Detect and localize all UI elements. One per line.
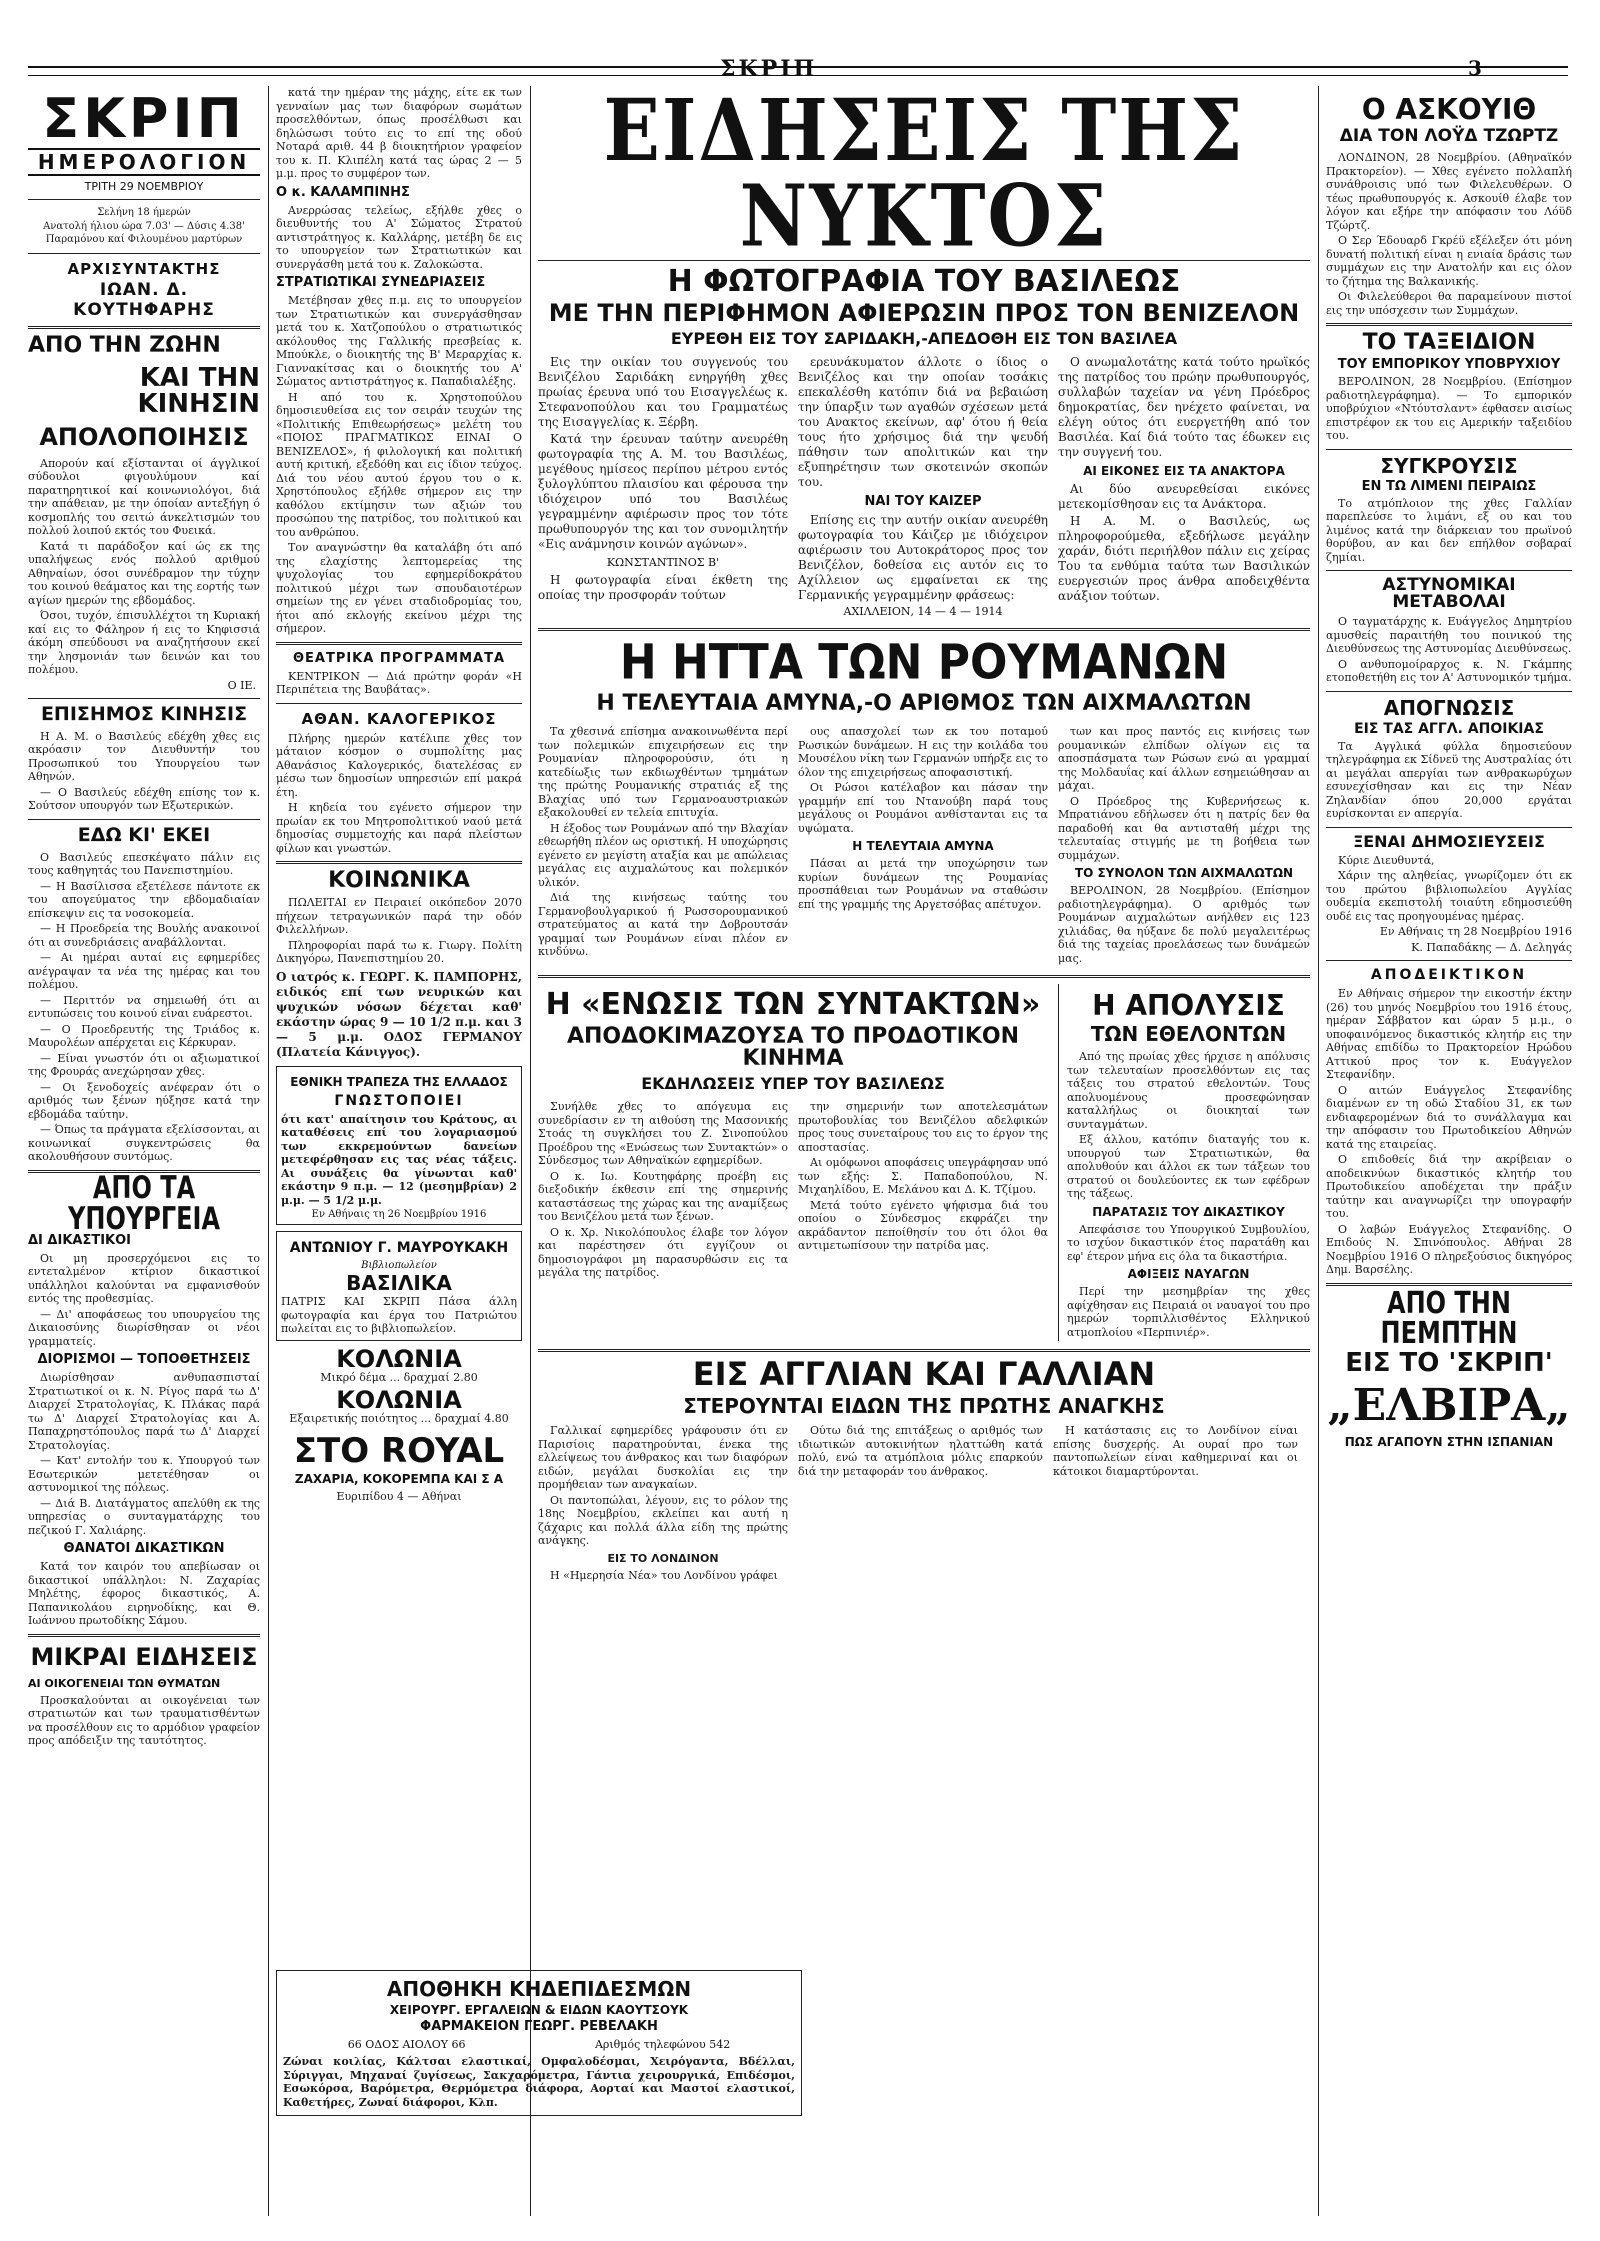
kalogeriko-heading: ΑΘΑΝ. ΚΑΛΟΓΕΡΙΚΟΣ [301,709,497,728]
paragraph: — Αι ημέραι αυταί εις εφημερίδες ανέγραψαν τα νέα της ημέρας και του πολέμου. [28,951,260,991]
paper-title: ΣΚΡΙΠ [720,56,818,82]
paragraph: Απορούν καί εξίστανται οί άγγλικοί σύδουλοι φιγουλύμουν καί παρατηρητικοί καί κοινωνιολόγοι, διά την απάθειαν, με την όποίαν αντεξήγη ό κοσμοπλής του σειτώ άνκελτισμών του πολλού λοιπού εκτός του Φυεικά. [28,456,260,537]
kolonia-heading: ΚΟΛΩΝΙΑ [336,1344,462,1373]
paragraph: — Η Προεδρεία της Βουλής ανακοινοί ότι αι συνεδριάσεις αναβάλλονται. [28,922,260,949]
paragraph: Επίσης εις την αυτήν οικίαν ανευρέθη φωτογραφία του Κάιζερ με ιδιόχειρον αφιέρωσιν του Αυτοκράτορος προς τον Βενιζέλον, δοθείσα εις αυτόν εις το Αχίλλειον ως εμφαίνεται εκ της Γερμανικής γεγραμμένην φράσεως: [798,513,1048,602]
askouith-subheading: ΔΙΑ ΤΟΝ ΛΟΫΔ ΤΖΩΡΤΖ [1339,126,1559,146]
paragraph: Γαλλικαί εφημερίδες γράφουσιν ότι εν Παρισίοις παρατηρούνται, ένεκα της ελλείψεως του άνθρακος και των διαφόρων ειδών, μεγάλαι δυσκολίαι εις την προμήθειαν των αναγκαίων. [538,1424,788,1491]
pempti-heading: ΑΠΟ ΤΗΝ ΠΕΜΠΤΗΝ [1380,1285,1518,1350]
official-body [28,730,260,813]
signature: Ο ΙΕ. [227,678,256,692]
paragraph: Ο επιδοθείς διά την ακρίβειαν ο αποδεικνύων δικαστικός κλητήρ του Πρωτοδικείου αποδέχεται την πράξιν ταύτην και αναγνωρίζει την υπογραφήν του. [1326,1153,1572,1220]
bank-footer: Εν Αθήναις τη 26 Νοεμβρίου 1916 [311,1209,487,1220]
volunteer-subheading: ΤΩΝ ΕΘΕΛΟΝΤΩΝ [1090,1022,1287,1046]
ekosi-story [538,984,1048,1341]
mavroukaki-ad [276,1231,522,1341]
ekosi-headline: Η «ΕΝΩΣΙΣ ΤΩΝ ΣΥΝΤΑΚΤΩΝ» [545,987,1041,1022]
paragraph: Η φωτογραφία είναι έκθετη της οποίας την προσφοράν τούτων [538,573,788,602]
photo-subheadline: ΜΕ ΤΗΝ ΠΕΡΙΦΗΜΟΝ ΑΦΙΕΡΩΣΙΝ ΠΡΟΣ ΤΟΝ ΒΕΝΙΖΕΛΟΝ [548,299,1300,327]
kaiser-heading: ΝΑΙ ΤΟΥ ΚΑΙΖΕΡ [864,494,982,509]
column-2 [276,86,522,2206]
justice-body [28,1252,260,1349]
defeat-col-c [1058,725,1310,967]
ban-heading: ΑΠΟΓΝΩΣΙΣ [1383,695,1515,720]
edo-heading: ΕΔΩ ΚΙ' ΕΚΕΙ [77,823,211,846]
theatre-heading: ΘΕΑΤΡΙΚΑ ΠΡΟΓΡΑΜΜΑΤΑ [292,650,506,666]
almanac-line: Παραμόνου καί Φιλουμένου μαρτύρων [45,234,243,245]
paragraph: Από της πρωίας χθες ήρχισε η απόλυσις των τελευταίων προσελθόντων εις τας τάξεις του στρατού εθελοντών. Τους απολυομένους προσεφώνησαν καταλλήλως οι διοικηταί των συνταγμάτων. [1067,1050,1310,1131]
signature: ΚΩΝΣΤΑΝΤΙΝΟΣ Β' [606,556,720,569]
police-heading: ΑΣΤΥΝΟΜΙΚΑΙ ΜΕΤΑΒΟΛΑΙ [1382,575,1516,612]
intro-body [276,86,522,181]
almanac-line: Σελήνη 18 ήμερών [97,207,191,218]
bank-body: ότι κατ' απαίτησιν του Κράτους, αι καταθέσεις επί του λογαριασμού των εκκρεμούντων δανείων μετεφέρθησαν εις τας νέας τάξεις. Αι συνάξεις θα γίνωνται καθ' εκάστην 9 π.μ. — 12 (μεσημβρίαν) 2 μ.μ. — 5 1/2 μ.μ. [281,1112,517,1207]
paragraph: Ο ανθυπομοίραρχος κ. Ν. Γκάμπης ετοποθετήθη εις τον Α' Αστυνομικόν τμήμα. [1326,657,1572,684]
paragraph: Η Α. Μ. ο Βασιλεύς εδέχθη χθες εις ακρόασιν τον Διευθυντήν του Προσωπικού του Υπουργείου των Αθηνών. [28,729,260,783]
ad-phone: Αριθμός τηλεφώνου 542 [594,2038,731,2051]
photo-deck: ΕΥΡΕΘΗ ΕΙΣ ΤΟΥ ΣΑΡΙΔΑΚΗ,-ΑΠΕΔΟΘΗ ΕΙΣ ΤΟΝ ΒΑΣΙΛΕΑ [670,329,1178,348]
prisoners-heading: ΤΟ ΣΥΝΟΛΟΝ ΤΩΝ ΑΙΧΜΑΛΩΤΩΝ [1074,866,1294,880]
defeat-story [538,725,1310,967]
collision-heading: ΣΥΓΚΡΟΥΣΙΣ [1380,453,1518,478]
theatre-body [276,670,522,697]
column-4 [1326,86,1572,2206]
photo-story [538,355,1310,620]
photo-story-col-c [1058,355,1310,620]
journey-heading: ΤΟ ΤΑΞΕΙΔΙΟΝ [1362,330,1536,355]
paragraph: — Όπως τα πράγματα εξελίσσονται, αι κοινωνικαί συγκεντρώσεις θα ακολουθήσουν συντόμως. [28,1123,260,1163]
deaths-heading: ΘΑΝΑΤΟΙ ΔΙΚΑΣΤΙΚΩΝ [63,1541,225,1556]
court-heading: ΠΑΡΑΤΑΣΙΣ ΤΟΥ ΔΙΚΑΣΤΙΚΟΥ [1092,1204,1285,1219]
header-rule [28,66,1568,76]
paragraph: Τα Αγγλικά φύλλα δημοσιεύουν τηλεγράφημα εκ Σίδνεϋ της Αυστραλίας ότι αι μεγάλαι απεργίαι των ανθρακωρύχων εσυνεχίσθησαν και εις την Νέαν Ζηλανδίαν όπου 20,000 εργάται ευρίσκονται εν απεργία. [1326,739,1572,820]
ekosi-deck: ΕΚΔΗΛΩΣΕΙΣ ΥΠΕΡ ΤΟΥ ΒΑΣΙΛΕΩΣ [641,1074,945,1093]
royal-heading: ΣΤΟ ROYAL [293,1430,505,1471]
ad-pharmacy: ΦΑΡΜΑΚΕΙΟΝ ΓΕΩΡΓ. ΡΕΒΕΛΑΚΗ [420,2019,658,2034]
photo-story-col-a [538,355,788,620]
page-number: 3 [1468,56,1482,80]
mavroukaki-body: ΠΑΤΡΙΣ ΚΑΙ ΣΚΡΙΠ Πάσα άλλη φωτογραφία και έργα του Πατριώτου πωλείται εις το βιβλιοπωλείον. [281,1295,517,1335]
signature: ΑΧΙΛΛΕΙΟΝ, 14 — 4 — 1914 [843,605,1003,618]
paragraph: Πληροφορίαι παρά τω κ. Γιωργ. Πολίτη Δικηγόρω, Πανεπιστημίου 20. [276,938,522,965]
official-heading: ΕΠΙΣΗΜΟΣ ΚΙΝΗΣΙΣ [40,702,248,725]
edo-body [28,851,260,1164]
small-news-body [28,1694,260,1748]
paragraph: Οι Φιλελεύθεροι θα παραμείνουν πιστοί εις την υπόσχεσιν των Συμμάχων. [1326,290,1572,317]
medical-supply-ad [276,1970,802,2116]
small-news-subheading: ΑΙ ΟΙΚΟΓΕΝΕΙΑΙ ΤΩΝ ΘΥΜΑΤΩΝ [28,1676,221,1690]
defeat-col-b [798,725,1048,967]
social-body [276,896,522,966]
movement-heading: ΚΑΙ ΤΗΝ ΚΙΝΗΣΙΝ [137,362,260,419]
paragraph: — Δι' αποφάσεως του υπουργείου της Δικαιοσύνης διωρίσθησαν οι νέοι γραμματείς. [28,1307,260,1348]
kalambaki-heading: Ο κ. ΚΑΛΑΜΠΙΝΗΣ [276,184,410,200]
paragraph: Προσκαλούνται αι οικογένειαι των στρατιωτών και των τραυματισθέντων να προσέλθουν εις το αρμόδιον γραφείον προς απόδειξιν της ταυτότητος. [28,1693,260,1747]
paragraph: Η κατάστασις εις το Λονδίνον είναι επίσης δυσχερής. Αι ουραί προ των παντοπωλείων είναι καθημεριναί και οι κάτοικοι διαμαρτύρονται. [1053,1424,1298,1478]
kalambaki-body [276,204,522,272]
kolonia-price: Μικρό δέμα ... δραχμαί 2.80 [320,1370,478,1384]
paragraph: Απεφάσισε του Υπουργικού Συμβουλίου, το ισχύον δικαστικόν έτος παρατάθη και εφ' έτερον μήνα εις όλα τα δικαστήρια. [1067,1222,1310,1263]
paragraph: Περί την μεσημβρίαν της χθες αφίχθησαν εις Πειραιά οι ναυαγοί του προ ημερών τορπιλλισθέντος Ελληνικού ατμοπλοίου «Περπινιέρ». [1067,1285,1310,1339]
calendar-date: ΤΡΙΤΗ 29 ΝΟΕΜΒΡΙΟΥ [84,180,204,193]
paragraph: Κύριε Διευθυντά, [1338,853,1435,867]
paragraph: Οι μη προσερχόμενοι εις το εντεταλμένον κτίριον δικαστικοί υπάλληλοι καλούνται να εμφανισθούν εντός της προθεσμίας. [28,1251,260,1305]
kolonia-price: Εξαιρετικής ποιότητος ... δραχμαί 4.80 [289,1412,509,1425]
last-defense-heading: Η ΤΕΛΕΥΤΑΙΑ ΑΜΥΝΑ [852,839,994,853]
paragraph: — Κατ' εντολήν του κ. Υπουργού των Εσωτερικών μετετέθησαν οι αστυνομικοί της πόλεως. [28,1454,260,1494]
ad-body: Ζώναι κοιλίας, Κάλτσαι ελαστικαί, Ομφαλοδέσμαι, Χειρόγαντα, Βδέλλαι, Σύριγγαι, Μηχαναί ζυγίσεως, Σακχαρόμετρα, Γάντια χειρουργικά, Επιδέσμοι, Εσωκόρσα, Βαρόμετρα, Θερμόμετρα διάφορα, Αορταί και Μαστοί ελαστικοί, Καθετήρες, Ζωναί διάφοροι, Κλπ. [283,2055,795,2109]
collision-subheading: ΕΝ ΤΩ ΛΙΜΕΝΙ ΠΕΙΡΑΙΩΣ [1361,478,1537,494]
paragraph: ΒΕΡΟΛΙΝΟΝ, 28 Νοεμβρίου. (Επίσημον ραδιοτηλεγράφημα). — Το εμπορικόν υποβρύχιον «Ντόυτσλαντ» έφθασεν αισίως επιστρέφον εκ του εις Αμερικήν ταξειδίου του. [1326,375,1572,442]
defeat-subheadline: Η ΤΕΛΕΥΤΑΙΑ ΑΜΥΝΑ,-Ο ΑΡΙΘΜΟΣ ΤΩΝ ΑΙΧΜΑΛΩΤΩΝ [596,691,1252,716]
paragraph: Όσοι, τυχόν, έπισυλλέχτοι τη Κυριακή καί εις το Φάληρον ή εις το Κηφισσιά άκόμη σπεύδουσι να αναζητήσουν εκεί την λησμονιάν των δεινών και του πολέμου. [28,609,260,676]
paragraph: ΒΕΡΟΛΙΝΟΝ, 28 Νοεμβρίου. (Επίσημον ραδιοτηλεγράφημα). Ο αριθμός των Ρουμάνων αιχμαλώτων ανήλθεν εις 123 χιλιάδας, θα ηύξανε δε πολύ μεγαλειτέρως διά της ταχείας προελάσεως των δυνάμεών μας. [1058,884,1310,965]
paragraph: — Είναι γνωστόν ότι οι αξιωματικοί της Φρουράς ανεχώρησαν χθες. [28,1051,260,1078]
defeat-headline: Η ΗΤΤΑ ΤΩΝ ΡΟΥΜΑΝΩΝ [619,634,1229,691]
kolonia-heading: ΚΟΛΩΝΙΑ [336,1386,462,1414]
paragraph: Πάσαι αι μετά την υποχώρησιν των κυρίων δυνάμεων της Ρουμανίας προσπάθειαι των Ρουμάνων να σταθώσιν επί της γραμμής της Αργετσόβας απέτυχον. [798,857,1048,911]
paragraph: Τα χθεσινά επίσημα ανακοινωθέντα περί των πολεμικών επιχειρήσεων εις την Ρουμανίαν πληροφορούσιν, ότι η κατεδίωξις των εκδιωχθέντων τμημάτων της πρώτης Ρουμανικής στρατιάς εξ της Βλαχίας υπό των Γερμανοαυστριακών εξακολουθεί εν τελεία επιτυχία. [538,725,788,819]
paragraph: Συνήλθε χθες το απόγευμα εις συνεδρίασιν εν τη αιθούση της Μασονικής Στοάς τη συγκλήσει του Ζ. Σινοπούλου Προέδρου της «Ενώσεως των Συντακτών» ο Σύνδεσμος των Αθηναϊκών εφημερίδων. [538,1100,788,1167]
lower-center [538,984,1310,1341]
social-heading: ΚΟΙΝΩΝΙΚΑ [328,868,470,893]
paragraph: Η Α. Μ. ο Βασιλεύς, ως πληροφορούμεθα, εξεδήλωσε μεγάλην χαράν, διότι περιήλθον πάλιν εις χείρας Του τα ενθύμια ταύτα των Βασιλικών ευεργεσιών προς άνθρα αποδειχθέντα ανάξιον τούτων. [1058,514,1310,603]
paragraph: Εξ άλλου, κατόπιν διαταγής του κ. υπουργού των Στρατιωτικών, θα απολυθούν και άλλοι εκ των τάξεων του στρατού οι δουλεύοντες εκ των εφέδρων της τάξεως. [1067,1133,1310,1200]
bank-notice [276,1066,522,1226]
paragraph: Ο Βασιλεύς επεσκέψατο πάλιν εις τους καθηγητάς του Πανεπιστημίου. [28,850,260,877]
paragraph: Αι δύο ανευρεθείσαι εικόνες μετεκομίσθησαν εις τα Ανάκτορα. [1058,482,1310,511]
shipwreck-heading: ΑΦΙΞΕΙΣ ΝΑΥΑΓΩΝ [1127,1267,1250,1281]
paragraph: ους απασχολεί των εκ του ποταμού Ρωσικών δυνάμεων. Η εις την κοιλάδα του Μουσέλου νίκη των Γερμανών υπήρξε εις το όλον της επιχειρήσεως αποφασιστική. [798,725,1048,779]
paragraph: Η έξοδος των Ρουμάνων από την Βλαχίαν εθεωρήθη πλέον ως οριστική. Η υποχώρησις εγένετο εν μεγίστη αταξία και με απώλειας μεγάλας εις αιχμαλώτους και πολεμικόν υλικόν. [538,821,788,889]
ad-heading: ΑΠΟΘΗΚΗ ΚΗΔΕΠΙΔΕΣΜΩΝ [386,1977,692,2001]
paragraph: — Διά Β. Διατάγματος απελύθη εκ της υπηρεσίας ο συνταγματάρχης του πεζικού Γ. Χαλιάρης. [28,1496,260,1537]
paragraph: Κ. Παπαδάκης — Δ. Δεληγάς [1411,940,1572,954]
paragraph: Η κηδεία του εγένετο σήμερον την πρωίαν εκ του Μητροπολιτικού ναού μετά δημοσίας συμμετοχής και παρά πλείστων φίλων και γνωστών. [276,801,522,855]
ad-address: 66 ΟΔΟΣ ΑΙΟΛΟΥ 66 [347,2038,466,2051]
appointments-body [28,1371,260,1537]
paragraph: Πλήρης ημερών κατέλιπε χθες τον μάταιον κόσμον ο συμπολίτης μας Αθανάσιος Καλογερικός, διατελέσας εν μέσω των δημοσίων υπηρεσιών επί μακρά έτη. [276,731,522,799]
pempti-subheading: ΕΙΣ ΤΟ 'ΣΚΡΙΠ' [1345,1347,1553,1378]
volunteer-heading: Η ΑΠΟΛΥΣΙΣ [1092,989,1285,1022]
paragraph: Ο λαβών Ευάγγελος Στεφανίδης. Ο Επιδούς Ν. Σπινόπουλος. Αθήναι 28 Νοεμβρίου 1916 Ο πληρεξούσιος δικηγόρος Δημ. Βαρσέλης. [1326,1222,1572,1276]
calendar-logo: ΣΚΡΙΠ [42,87,246,150]
defeat-col-a [538,725,788,967]
paragraph: — Περιττόν να σημειωθή ότι αι εντυπώσεις του κοινού είναι ευάρεστοι. [28,993,260,1020]
bank-heading: ΕΘΝΙΚΗ ΤΡΑΠΕΖΑ ΤΗΣ ΕΛΛΑΔΟΣ [290,1074,508,1089]
paragraph: την σημερινήν των αποτελεσμάτων πρωτοβουλίας του Βενιζέλου αδελφικών προς τους συνεταίρους του εις το έργον της αποστασίας. [798,1100,1048,1154]
center-section [538,86,1310,2206]
right-briefs [1058,984,1310,1341]
paragraph: — Οι ξενοδοχείς ανέφεραν ότι ο αριθμός των ξένων ηύξησε κατά την εβδομάδα ταύτην. [28,1080,260,1121]
paragraph: Εν Αθήναις τη 28 Νοεμβρίου 1916 [1379,925,1572,938]
kalogeriko-body [276,732,522,856]
apolopoiisis-body [28,457,260,677]
receipt-heading: ΑΠΟΔΕΙΚΤΙΚΟΝ [1370,967,1528,983]
paragraph: — Ο Προεδρευτής της Τριάδος κ. Μαυρολέων απέρχεται εις Κέρκυραν. [28,1022,260,1049]
small-news-heading: ΜΙΚΡΑΙ ΕΙΔΗΣΕΙΣ [30,1642,258,1671]
column-rule [530,86,531,2216]
mavroukaki-subheading: Βιβλιοπωλείον [361,1260,437,1271]
paragraph: Ανερρώσας τελείως, εξήλθε χθες ο διευθυντής του Α' Σώματος Στρατού αντιστράτηγος κ. Καλλάρης, μετέβη δε εις το υπουργείον των Στρατιωτικών και συνεργάσθη μετά του κ. Ζαλοκώστα. [276,203,522,271]
paragraph: Ο ταγματάρχης κ. Ευάγγελος Δημητρίου αμυσθείς παραιτήθη του ποινικού της Διευθύνσεως της Αστυνομίας Διευθύνσεως. [1326,615,1572,655]
elvira-title: „ΕΛΒΙΡΑ„ [1327,1379,1571,1431]
journey-subheading: ΤΟΥ ΕΜΠΟΡΙΚΟΥ ΥΠΟΒΡΥΧΙΟΥ [1337,357,1561,372]
ban-subheading: ΕΙΣ ΤΑΣ ΑΓΓΛ. ΑΠΟΙΚΙΑΣ [1354,720,1544,737]
mavroukaki-heading: ΑΝΤΩΝΙΟΥ Γ. ΜΑΥΡΟΥΚΑΚΗ [289,1240,509,1256]
paragraph: Οι Ρώσοι κατέλαβον και πάσαν την γραμμήν επί του Ντανούβη παρά τους μεγάλους οι Ρουμάνοι ανθίστανται εις τα υψώματα. [798,781,1048,835]
paragraph: Διά της κινήσεως ταύτης του Γερμανοβουλγαρικού ή Ρωσσορουμανικού στρατεύματος αι κατά την Δοβρουτσάν γραμμαί των Ρουμάνων είναι πλέον εν κινδύνω. [538,891,788,958]
paragraph: Ο Σερ Έδουαρδ Γκρέϋ εξέλεξεν ότι μόνη δυνατή πολιτική είναι η ενιαία δράσις των συμμάχων εις την Ανατολήν και εις όλον το ζήτημα της Βαλκανικής. [1326,234,1572,288]
paragraph: Ο ανωμαλοτάτης κατά τούτο ηρωϊκός της πατρίδος του πρώην πρωθυπουργός, συλλαβών ταχείαν να γένη Πρόεδρος δημοκρατίας, δεν ηνέχετο φαίνεται, να ελέγη ούτος ότι ευεργετήθη από τον Βασιλέα. Καί διά τούτο τας έδωκεν εις την συγγενή του. [1058,355,1310,459]
calendar-title: ΗΜΕΡΟΛΟΓΙΟΝ [28,148,260,176]
paragraph: — Η Βασίλισσα εξετέλεσε πάντοτε εκ του απογεύματος την εβδομαδιαίαν επίσκεψιν εις τα νοσοκομεία. [28,879,260,920]
ekosi-subheadline: ΑΠΟΔΟΚΙΜΑΖΟΥΣΑ ΤΟ ΠΡΟΔΟΤΙΚΟΝ ΚΙΝΗΜΑ [566,1024,1019,1071]
photo-story-col-b [798,355,1048,620]
column-rule [268,86,269,2216]
paragraph: Τον αναγνώστην θα καταλάβη ότι από της ελαχίστης λεπτομερείας της ψυχολογίας του εφημερίδοκράτου πολιτικού μέχρι των σπουδαιοτέρων σημείων της εν γένει σταδιοδρομίας του, ήτοι από εκλογής εκείνου μέχρι της σήμερον. [276,541,522,635]
paragraph: Διωρίσθησαν ανθυπασπισταί Στρατιωτικοί οι κ. Ν. Ρίγος παρά τω Δ' Διαρχεί Στρατολογίας, Κ. Πλάκας παρά τω Δ' Διαρχεί Στρατολογίας και Α. Παπαχρηστόπουλος παρά τω Δ' Διαρχεί Στρατολογίας. [28,1371,260,1452]
editor-title: ΑΡΧΙΣΥΝΤΑΚΤΗΣ [67,259,221,278]
paragraph: Ούτω διά της επιτάξεως ο αριθμός των ιδιωτικών αυτοκινήτων ηλαττώθη κατά πολύ, ενώ τα ατμόπλοια μόλις επαρκούν διά την μεταφοράν του άνθρακος. [798,1424,1043,1478]
deaths-body [28,1560,260,1628]
paragraph: Η από του κ. Χρηστοπούλου δημοσιευθείσα εις τον σειράν τευχών της «Πολιτικής Επιθεωρήσεως» μελέτη του «ΠΟΙΟΣ ΠΡΑΓΜΑΤΙΚΩΣ ΕΙΝΑΙ Ο ΒΕΝΙΖΕΛΟΣ», ή φιλολογική και πολιτική αυτή κριτική, εξεδόθη και εις ίδιον τεύχος. Διά του νέου αυτού έργου του ο κ. Χρηστόπουλος εξήλθε σήμερον εις την καθόλου εκτίμησιν των αξιών του προσώπου της πατρίδος, του πολιτικού και του ανθρώπου. [276,390,522,539]
night-news-banner: ΕΙΔΗΣΕΙΣ ΤΗΣ ΝΥΚΤΟΣ [603,86,1245,266]
mavroukaki-title: ΒΑΣΙΛΙΚΑ [346,1271,452,1295]
britfr-story [538,1424,1310,1585]
ad-subheading: ΧΕΙΡΟΥΡΓ. ΕΡΓΑΛΕΙΩΝ & ΕΙΔΩΝ ΚΑΟΥΤΣΟΥΚ [389,2003,689,2017]
photo-headline: Η ΦΩΤΟΓΡΑΦΙΑ ΤΟΥ ΒΑΣΙΛΕΩΣ [667,264,1181,299]
foreign-heading: ΞΕΝΑΙ ΔΗΜΟΣΙΕΥΣΕΙΣ [1353,831,1545,851]
doctor-notice: Ο ιατρός κ. ΓΕΩΡΓ. Κ. ΠΑΜΠΟΡΗΣ, ειδικός επί των νευρικών και ψυχικών νόσων δέχεται καθ' εκάστην ώρας 9 — 10 1/2 π.μ. και 3 — 5 μ.μ. ΟΔΟΣ ΓΕΡΜΑΝΟΥ (Πλατεία Κάνιγγος). [276,969,522,1059]
paragraph: Εις την οικίαν του συγγενούς του Βενιζέλου Σαριδάκη ενηργήθη χθες πρωίας έρευνα υπό του Εισαγγελέως κ. Στεφανοπούλου και του Γραμματέως της Εισαγγελίας κ. Ξέρβη. [538,355,788,429]
paragraph: Ο αιτών Ευάγγελος Στεφανίδης διαμένων εν τη οδώ Σταδίου 31, εκ των ενδιαφερομένων διά το συνάλλαγμα και την απόφασιν του Πρωτοδικείου Αθηνών κατά της εταιρείας. [1326,1083,1572,1151]
paragraph: Εν Αθήναις σήμερον την εικοστήν έκτην (26) του μηνός Νοεμβρίου του 1916 έτους, ημέραν Σάββατον και ώραν 5 μ.μ., ο υποφαινόμενος δικαστικός κλητήρ εις την Αθήνας επιδίδω το Πρακτορείον Ηρώδου Αττικού προς τον κ. Ευάγγελον Στεφανίδην. [1326,987,1572,1081]
ministries-heading: ΑΠΟ ΤΑ ΥΠΟΥΡΓΕΙΑ [67,1168,221,1237]
paragraph: Κατά τι παράδοξον καί ώς εκ της υπαλήψεως ενός πολλού αριθμού Αθηναίων, όσοι συνέδραμον την τύχην του κοινού θεάματος και της εορτής των αγίων ημερών της εβδομάδος. [28,539,260,607]
askouith-heading: Ο ΑΣΚΟΥΙΘ [1361,93,1537,126]
editor-name: ΙΩΑΝ. Δ. ΚΟΥΤΗΦΑΡΗΣ [73,279,215,320]
paragraph: Ο κ. Χρ. Νικολόπουλος έλαβε τον λόγον και παρέστησεν ότι εγγίζουν οι δημοσιογράφοι μη παρασυρθώσιν εις τα μεγάλα της πατρίδος. [538,1225,788,1279]
britfr-subheadline: ΣΤΕΡΟΥΝΤΑΙ ΕΙΔΩΝ ΤΗΣ ΠΡΩΤΗΣ ΑΝΑΓΚΗΣ [683,1394,1165,1418]
paragraph: — Ο Βασιλεύς εδέχθη επίσης τον κ. Σούτσον υπουργόν των Εξωτερικών. [28,785,260,812]
paragraph: Χάριν της αληθείας, γνωρίζομεν ότι εκ του πρώτου βιβλιοπωλείου Αγγλίας ουδεμία εκεπιστολή τοιαύτη εδημοσιεύθη ουδέ εις τας προηγουμένας ημέρας. [1326,869,1572,923]
paragraph: Κατά την έρευναν ταύτην ανευρέθη φωτογραφία της Α. Μ. του Βασιλέως, μεγέθους ημίσεος περίπου μέτρου εντός ξυλογλύπτου πλαισίου και φέρουσα την ιδιόχειρον υπό του Βασιλέως γεγραμμένην αφιέρωσιν προς τον τότε πρωθυπουργόν της και τον συνομιλητήν «Εις ανάμνησιν κοινών αγώνων». [538,432,788,551]
apolopoiisis-heading: ΑΠΟΛΟΠΟΙΗΣΙΣ [39,422,249,451]
paragraph: Μετά τούτο εγένετο ψήφισμα διά του οποίου ο Σύνδεσμος εκφράζει την ακράδαντον πεποίθησίν του ότι όλοι θα αντιμετωπίσουν την πατρίδα μας. [798,1198,1048,1252]
paragraph: ΛΟΝΔΙΝΟΝ, 28 Νοεμβρίου. (Αθηναϊκόν Πρακτορείον). — Χθες εγένετο πολλαπλή συνάθροισις υπό των Φιλελευθέρων. Ο τέως πρωθυπουργός κ. Ασκουίθ έλαβε τον λόγον και εξήρε την απόφασιν του Λόϋδ Τζώρτζ. [1326,151,1572,232]
paragraph: Οι παντοπώλαι, λέγουν, εις το ρόλον της 18ης Νοεμβρίου, εκλείπει και αυτή η ζάχαρις και πολλά άλλα είδη της πρώτης ανάγκης. [538,1493,788,1547]
meetings-heading: ΣΤΡΑΤΙΩΤΙΚΑΙ ΣΥΝΕΔΡΙΑΣΕΙΣ [276,275,486,290]
almanac-line: Ανατολή ήλιου ώρα 7.03' — Δύσις 4.38' [43,220,245,232]
paragraph: Ο Πρόεδρος της Κυβερνήσεως κ. Μπρατιάνου εδήλωσεν ότι η πατρίς δεν θα παραδοθή και θα αντισταθή μέχρι της τελευταίας στιγμής με τη βοήθεια των συμμάχων. [1058,794,1310,862]
paragraph: ερευνάκυματον άλλοτε ο ίδιος ο Βενιζέλος και την οποίαν τοσάκις επεκαλέσθη κατόπιν διά να βεβαιώση την ύπαρξιν των αγαθών σχέσεων μετά του Ανακτος εκείνων, αφ' ότου ή θεία τους ήτο χρήσιμος διά την ψευδή πάθησιν των απολιτικών και την εξυπηρέτησιν των σκοτεινών σκοπών του. [798,355,1048,489]
paragraph: Το ατμόπλοιον της χθες Γαλλίαν παρεπλεύσε το λιμάνι, εξ ου και του λιμένος κατά την διάρκειαν του πρωϊνού θορύβου, αν και δεν επήλθον σοβαραί ζημίαι. [1326,496,1572,564]
column-1 [28,86,260,2206]
paragraph: Αι ομόφωνοι αποφάσεις υπεγράφησαν υπό των εξής: Σ. Παπαδοπούλου, Ν. Μιχαηλίδου, Ε. Μελάνου και Δ. Κ. Τζίμου. [798,1156,1048,1196]
almanac [28,206,260,247]
column-rule [1318,86,1319,2216]
paragraph: Ο κ. Ιω. Κουτηφάρης προέβη εις διεξοδικήν έκθεσιν επί της σημερινής καταστάσεως της χώρας και της αναμίξεως του Βενιζέλου μετά των ξένων. [538,1169,788,1223]
royal-address: Ευριπίδου 4 — Αθήναι [336,1489,462,1503]
icons-heading: ΑΙ ΕΙΚΟΝΕΣ ΕΙΣ ΤΑ ΑΝΑΚΤΟΡΑ [1083,464,1285,478]
paragraph: Μετέβησαν χθες π.μ. εις το υπουργείον των Στρατιωτικών και συνεργάσθησαν μετά του κ. Χατζοπούλου ο στρατιωτικός ακόλουθος της Γαλλικής πρεσβείας κ. Μπούκλε, ο διοικητής της Β' Μεραρχίας κ. Γιαννακίτσας και ο διοικητής του Α' Σώματος αντιστράτηγος κ. Παπαδιαλέξης. [276,294,522,388]
appointments-heading: ΔΙΟΡΙΣΜΟΙ — ΤΟΠΟΘΕΤΗΣΕΙΣ [37,1352,251,1367]
paragraph: Η «Ημερησία Νέα» του Λονδίνου γράφει [550,1569,778,1582]
britfr-headline: ΕΙΣ ΑΓΓΛΙΑΝ ΚΑΙ ΓΑΛΛΙΑΝ [692,1355,1156,1393]
royal-text: ΖΑΧΑΡΙΑ, ΚΟΚΟΡΕΜΠΑ ΚΑΙ Σ Α [294,1471,504,1486]
london-heading: ΕΙΣ ΤΟ ΛΟΝΔΙΝΟΝ [607,1551,719,1565]
paragraph: ΠΩΛΕΙΤΑΙ εν Πειραιεί οικόπεδον 2070 πήχεων τετραγωνικών παρά την οδόν Φιλελλήνων. [276,896,522,936]
paragraph: κατά την ημέραν της μάχης, είτε εκ των γενναίων μας των διαφόρων σωμάτων προσελθόντων, όπως προσέλθωσι και δηλώσωσι τούτο εις το επί της οδού Νοταρά αριθ. 44 β διοικητήριον γραφείον του κ. Π. Κλιπέλη κατά τας ώρας 2 — 5 μ.μ. προς το συμφέρον των. [276,86,522,180]
meetings-body [276,294,522,636]
justice-heading: ΔΙ ΔΙΚΑΣΤΙΚΟΙ [28,1232,132,1248]
paragraph: Κατά τον καιρόν του απεβίωσαν οι δικαστικοί υπάλληλοι: Ν. Ζαχαρίας Μηλέτης, έφορος δικαστικός, Α. Παπανικολάου ειρηνοδίκης, και Θ. Ιωάννου πρωτοδίκης Σάμου. [28,1560,260,1627]
paragraph: ΚΕΝΤΡΙΚΟΝ — Διά πρώτην φοράν «Η Περιπέτεια της Βαυβάτας». [276,669,522,696]
ad-contact [283,2038,795,2051]
paragraph: των και προς παντός εις κινήσεις των ρουμανικών ελπίδων ολίγων εις τα αποσπάσματα των Ρώσων ενώ αι γραμμαί της Μολδαυΐας καί άλλων εσημειώθησαν αι μάχαι. [1058,725,1310,792]
bank-subheading: ΓΝΩΣΤΟΠΟΙΕΙ [334,1092,464,1109]
elvira-subtitle: ΠΩΣ ΑΓΑΠΟΥΝ ΣΤΗΝ ΙΣΠΑΝΙΑΝ [1344,1434,1554,1449]
life-heading: ΑΠΟ ΤΗΝ ΖΩΗΝ [28,332,221,358]
